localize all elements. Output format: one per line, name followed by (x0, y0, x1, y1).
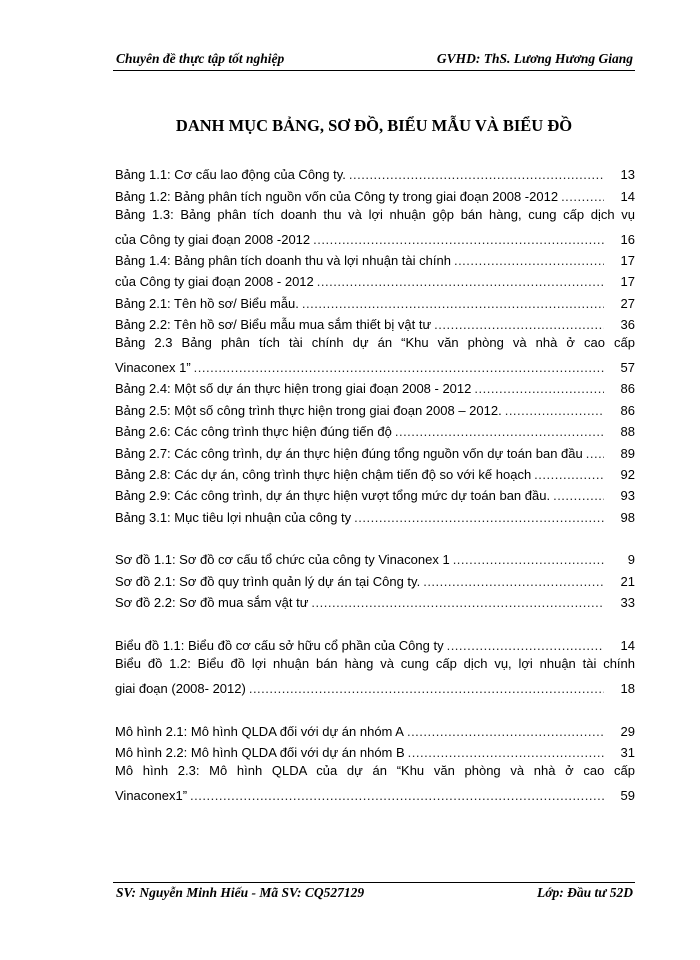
dot-leader (561, 189, 604, 204)
dot-leader (586, 446, 604, 461)
page-title: DANH MỤC BẢNG, SƠ ĐỒ, BIỂU MẪU VÀ BIỂU ĐỒ (175, 116, 573, 135)
toc-entry-text: Vinaconex1” (115, 787, 188, 803)
dot-leader (317, 274, 604, 289)
toc-page-number: 88 (620, 424, 635, 440)
toc-page-number: 17 (620, 252, 635, 268)
toc-entry (115, 311, 635, 332)
toc-entry (115, 781, 635, 802)
page-footer (113, 882, 635, 903)
dot-leader (447, 638, 604, 653)
toc-entry-text: Bảng 2.2: Tên hồ sơ/ Biểu mẫu mua sắm thiết bị vật tư (115, 317, 432, 333)
toc-entry (115, 439, 635, 460)
toc-entry-text: Biểu đồ 1.1: Biểu đồ cơ cấu sở hữu cổ phần của Công ty (115, 638, 444, 654)
toc-entry-line: Bảng 1.3: Bảng phân tích doanh thu và lợi nhuận gộp bán hàng, cung cấp dịch vụ (115, 206, 635, 222)
dot-leader (311, 595, 604, 610)
dot-leader (354, 510, 604, 525)
dot-leader (423, 574, 604, 589)
charts-section (115, 632, 635, 696)
toc-entry-text: Bảng 2.5: Một số công trình thực hiện trong giai đoạn 2008 – 2012. (115, 402, 502, 418)
toc-entry (115, 268, 635, 289)
toc-page-number: 86 (620, 402, 635, 418)
toc-entry (115, 632, 635, 653)
toc-page-number: 86 (620, 381, 635, 397)
toc-page-number: 14 (620, 638, 635, 654)
toc-entry-text: Bảng 2.4: Một số dự án thực hiện trong giai đoạn 2008 - 2012 (115, 381, 472, 397)
toc-entry (115, 739, 635, 760)
header-supervisor: GVHD: ThS. Lương Hương Giang (436, 51, 633, 66)
toc-page-number: 17 (620, 274, 635, 290)
toc-entry-text: Sơ đồ 1.1: Sơ đồ cơ cấu tổ chức của công ty Vinaconex 1 (115, 552, 450, 568)
page-header (113, 50, 635, 71)
toc-entry-text: Bảng 1.4: Bảng phân tích doanh thu và lợi nhuận tài chính (115, 252, 451, 268)
toc-entry-text: Bảng 1.2: Bảng phân tích nguồn vốn của Công ty trong giai đoạn 2008 -2012 (115, 188, 559, 204)
toc-entry (115, 289, 635, 310)
toc-page-number: 89 (620, 445, 635, 461)
toc-entry (115, 396, 635, 417)
toc-entry-text: Bảng 2.9: Các công trình, dự án thực hiện vượt tổng mức dự toán ban đầu. (115, 488, 551, 504)
dot-leader (190, 788, 604, 803)
dot-leader (408, 745, 604, 760)
toc-page-number: 27 (620, 295, 635, 311)
toc-entry-text: Bảng 1.1: Cơ cấu lao động của Công ty. (115, 167, 346, 183)
dot-leader (302, 296, 604, 311)
toc-page-number: 16 (620, 231, 635, 247)
toc-entry-text: Bảng 2.8: Các dự án, công trình thực hiện chậm tiến độ so với kế hoạch (115, 466, 532, 482)
diagrams-section (115, 546, 635, 610)
toc-entry-text: giai đoạn (2008- 2012) (115, 680, 246, 696)
toc-entry-text: Sơ đồ 2.1: Sơ đồ quy trình quản lý dự án tại Công ty. (115, 573, 421, 589)
toc-entry-line: Bảng 2.3 Bảng phân tích tài chính dự án “Khu văn phòng và nhà ở cao cấp (115, 335, 635, 351)
toc-page-number: 9 (627, 552, 635, 568)
dot-leader (453, 552, 604, 567)
tables-section (115, 161, 635, 525)
toc-entry (115, 161, 635, 182)
dot-leader (194, 360, 604, 375)
toc-entry (115, 482, 635, 503)
toc-entry-line: Mô hình 2.3: Mô hình QLDA của dự án “Khu văn phòng và nhà ở cao cấp (115, 762, 635, 778)
toc-entry-line: Biểu đồ 1.2: Biểu đồ lợi nhuận bán hàng và cung cấp dịch vụ, lợi nhuận tài chính (115, 656, 635, 672)
dot-leader (313, 232, 604, 247)
toc-page-number: 93 (620, 488, 635, 504)
header-course-title: Chuyên đề thực tập tốt nghiệp (116, 51, 285, 66)
toc-entry (115, 225, 635, 246)
toc-entry (115, 247, 635, 268)
toc-entry-text: Sơ đồ 2.2: Sơ đồ mua sắm vật tư (115, 595, 309, 611)
models-section (115, 717, 635, 803)
toc-entry-text: Bảng 2.6: Các công trình thực hiện đúng tiến độ (115, 424, 392, 440)
dot-leader (349, 167, 604, 182)
table-of-contents (115, 161, 635, 803)
dot-leader (534, 467, 604, 482)
toc-entry (115, 418, 635, 439)
footer-class: Lớp: Đầu tư 52D (537, 885, 633, 900)
toc-entry (115, 717, 635, 738)
toc-entry-text: Mô hình 2.1: Mô hình QLDA đối với dự án nhóm A (115, 723, 404, 739)
toc-page-number: 92 (620, 466, 635, 482)
toc-page-number: 18 (620, 680, 635, 696)
toc-entry-text: Vinaconex 1” (115, 359, 191, 375)
dot-leader (474, 381, 604, 396)
toc-entry-text: của Công ty giai đoạn 2008 -2012 (115, 231, 311, 247)
toc-entry (115, 674, 635, 695)
toc-page-number: 59 (620, 787, 635, 803)
toc-page-number: 33 (620, 595, 635, 611)
toc-page-number: 13 (620, 167, 635, 183)
toc-entry (115, 546, 635, 567)
footer-student: SV: Nguyễn Minh Hiếu - Mã SV: CQ527129 (116, 885, 365, 900)
dot-leader (454, 253, 604, 268)
toc-page-number: 21 (620, 573, 635, 589)
toc-entry-text: Bảng 2.1: Tên hồ sơ/ Biểu mẫu. (115, 295, 299, 311)
toc-page-number: 36 (620, 317, 635, 333)
toc-entry (115, 375, 635, 396)
dot-leader (249, 681, 604, 696)
toc-entry-text: Bảng 3.1: Mục tiêu lợi nhuận của công ty (115, 509, 352, 525)
toc-entry-text: Bảng 2.7: Các công trình, dự án thực hiện đúng tổng nguồn vốn dự toán ban đầu (115, 445, 583, 461)
dot-leader (407, 724, 604, 739)
toc-entry (115, 589, 635, 610)
toc-page-number: 29 (620, 723, 635, 739)
dot-leader (395, 424, 604, 439)
toc-page-number: 98 (620, 509, 635, 525)
toc-entry (115, 461, 635, 482)
dot-leader (505, 403, 604, 418)
dot-leader (434, 317, 604, 332)
toc-entry-text: Mô hình 2.2: Mô hình QLDA đối với dự án nhóm B (115, 744, 405, 760)
toc-entry (115, 354, 635, 375)
toc-page-number: 31 (620, 744, 635, 760)
dot-leader (553, 488, 604, 503)
toc-entry (115, 567, 635, 588)
toc-entry (115, 503, 635, 524)
toc-entry-text: của Công ty giai đoạn 2008 - 2012 (115, 274, 314, 290)
toc-page-number: 57 (620, 359, 635, 375)
toc-page-number: 14 (620, 188, 635, 204)
toc-entry (115, 182, 635, 203)
